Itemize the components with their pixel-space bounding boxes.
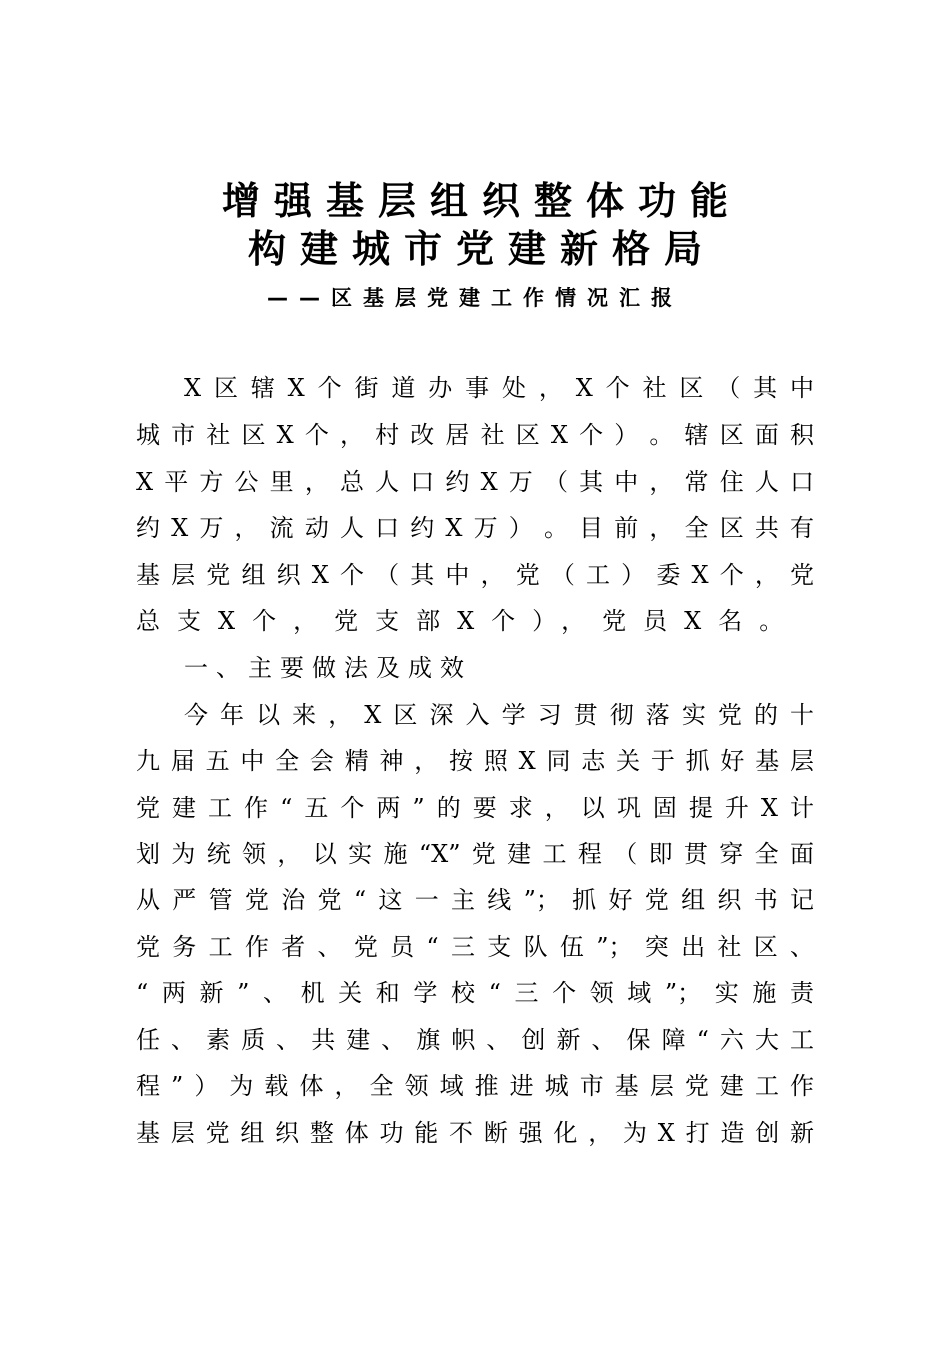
paragraph-line: 程​”​）​为​载​体​，​全​领​域​推​进​城​市​基​层​党​建​工​作 — [136, 1072, 814, 1100]
paragraph-line: 划​为​统​领​，​以​实​施​“​X​”​党​建​工​程​（​即​贯​穿​全​面 — [136, 840, 814, 868]
paragraph-line: 今​年​以​来​，​X​区​深​入​学​习​贯​彻​落​实​党​的​十 — [184, 701, 814, 729]
paragraph-line: 城​市​社​区​X​个​，​村​改​居​社​区​X​个​）​。​辖​区​面​积 — [136, 421, 814, 449]
paragraph-line: 基​层​党​组​织​整​体​功​能​不​断​强​化​，​为​X​打​造​创​新 — [136, 1119, 814, 1147]
document-title-line-1: 增强基层组织整体功能 — [221, 179, 742, 223]
paragraph-line: 总支X个，党支部X个），党员X名。 — [136, 607, 801, 635]
paragraph-line: 从​严​管​党​治​党​“​这​一​主​线​”​；​抓​好​党​组​织​书​记 — [136, 886, 814, 914]
document-subtitle: ——区基层党建工作情况汇报 — [267, 286, 683, 310]
document-title-line-2: 构建城市党建新格局 — [247, 227, 716, 271]
paragraph-line: 党​务​工​作​者​、​党​员​“​三​支​队​伍​”​；​突​出​社​区​、 — [136, 933, 814, 961]
paragraph-line: 约​X​万​，​流​动​人​口​约​X​万​）​。​目​前​，​全​区​共​有 — [136, 514, 814, 542]
paragraph-line: “​两​新​”​、​机​关​和​学​校​“​三​个​领​域​”​；​实​施​责 — [136, 979, 814, 1007]
paragraph-line: 任​、​素​质​、​共​建​、​旗​帜​、​创​新​、​保​障​“​六​大​工 — [136, 1026, 814, 1054]
paragraph-line: X​平​方​公​里​，​总​人​口​约​X​万​（​其​中​，​常​住​人​口 — [136, 468, 814, 496]
paragraph-line: X​区​辖​X​个​街​道​办​事​处​，​X​个​社​区​（​其​中 — [184, 374, 814, 402]
paragraph-line: 九​届​五​中​全​会​精​神​，​按​照​X​同​志​关​于​抓​好​基​层 — [136, 747, 814, 775]
section-heading: 一、主要做法及成效 — [184, 654, 472, 682]
paragraph-line: 党​建​工​作​“​五​个​两​”​的​要​求​，​以​巩​固​提​升​X​计 — [136, 794, 814, 822]
paragraph-line: 基​层​党​组​织​X​个​（​其​中​，​党​（​工​）​委​X​个​，​党 — [136, 561, 814, 589]
